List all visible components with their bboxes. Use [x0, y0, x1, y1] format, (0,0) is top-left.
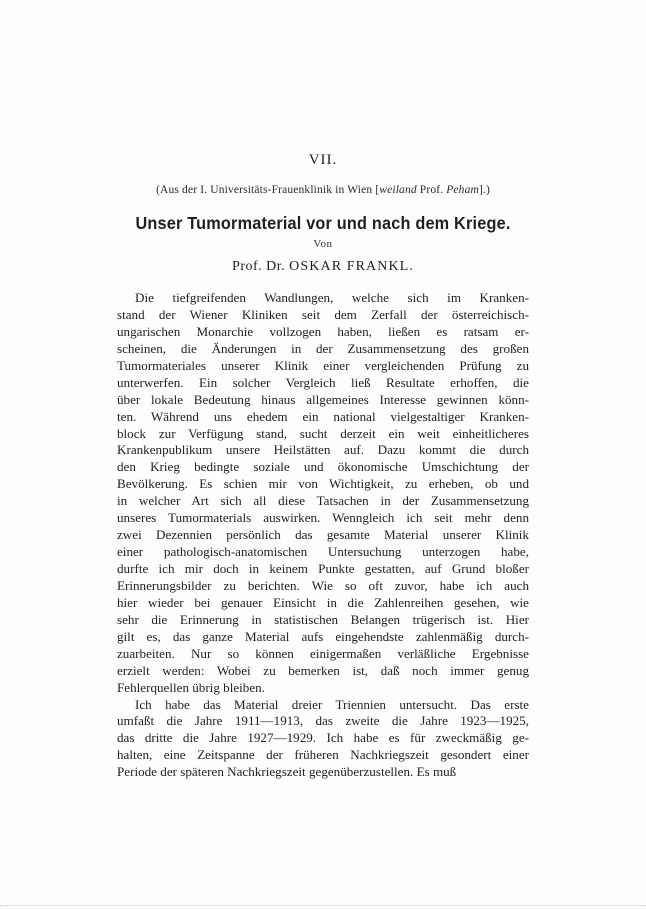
- text-line: erzielt werden: Wobei zu bemerken ist, daß noch immer genug: [117, 662, 529, 678]
- chapter-numeral: VII.: [308, 152, 338, 168]
- prof-label: Prof.: [416, 184, 447, 196]
- text-line: stand der Wiener Kliniken seit dem Zerfall der österreichisch-: [117, 306, 529, 322]
- by-line: Von: [313, 238, 333, 250]
- text-line: Periode der späteren Nachkriegszeit gegenüberzustellen. Es muß: [117, 764, 457, 780]
- text-line: in welcher Art sich all diese Tatsachen in der Zusammensetzung: [117, 493, 529, 509]
- text-line: einer pathologisch-anatomischen Untersuchung unterzogen habe,: [117, 544, 529, 560]
- author-name: OSKAR FRANKL.: [289, 259, 414, 274]
- institution-text: (Aus der I. Universitäts-Frauenklinik in Wien [: [156, 184, 380, 196]
- text-line: zuarbeiten. Nur so können einigermaßen verläßliche Ergebnisse: [117, 645, 529, 661]
- text-line: sehr die Erinnerung in statistischen Belangen trügerisch ist. Hier: [117, 611, 529, 627]
- text-line: Die tiefgreifenden Wandlungen, welche sich im Kranken-: [135, 290, 529, 305]
- text-line: unseres Tumormaterials auswirken. Wenngleich ich seit mehr denn: [117, 510, 529, 526]
- text-line: halten, eine Zeitspanne der früheren Nachkriegszeit gesondert einer: [117, 747, 529, 763]
- author-title: Prof. Dr.: [232, 259, 290, 274]
- text-line: zwei Dezennien persönlich das gesamte Material unserer Klinik: [117, 527, 529, 543]
- text-line: Ich habe das Material dreier Triennien untersucht. Das erste: [135, 696, 529, 712]
- text-line: unterwerfen. Ein solcher Vergleich ließ Resultate erhoffen, die: [117, 374, 529, 390]
- text-line: Krankenpublikum unsere Heilstätten auf. Dazu kommt die durch: [117, 442, 529, 458]
- text-line: durfte ich mir doch in keinem Punkte gestatten, auf Grund bloßer: [117, 561, 529, 576]
- weiland-label: weiland: [379, 184, 417, 196]
- text-line: über lokale Bedeutung hinaus allgemeines Interesse gewinnen könn-: [117, 391, 529, 407]
- text-line: ungarischen Monarchie vollzogen haben, ließen es ratsam er-: [117, 323, 529, 339]
- text-line: Bevölkerung. Es schien mir von Wichtigkeit, zu erheben, ob und: [117, 476, 529, 492]
- text-line: das dritte die Jahre 1927—1929. Ich habe es für zweckmäßig ge-: [117, 730, 529, 746]
- text-line: umfaßt die Jahre 1911—1913, das zweite die Jahre 1923—1925,: [117, 713, 529, 729]
- institution-line: [0, 184, 646, 196]
- body-paragraph: [117, 697, 529, 782]
- text-line: scheinen, die Änderungen in der Zusammensetzung des großen: [117, 340, 529, 356]
- text-line: Fehlerquellen übrig bleiben.: [117, 679, 265, 695]
- text-line: den Krieg bedingte soziale und ökonomische Umschichtung der: [117, 459, 529, 475]
- text-line: ten. Während uns ehedem ein national vielgestaltiger Kranken-: [117, 408, 529, 424]
- text-line: Tumormateriales unserer Klinik einer vergleichenden Prüfung zu: [117, 357, 529, 373]
- body-paragraph: [117, 290, 529, 697]
- author-line: [0, 259, 646, 275]
- page-edge: [0, 905, 646, 907]
- director-name: Peham: [446, 184, 479, 196]
- article-body: [117, 290, 529, 781]
- text-line: hier wieder bei genauer Einsicht in die Zahlenreihen gesehen, wie: [117, 594, 529, 610]
- text-line: Erinnerungsbilder zu berichten. Wie so oft zuvor, habe ich auch: [117, 577, 529, 593]
- text-line: block zur Verfügung stand, sucht derzeit ein weit einheitlicheres: [117, 425, 529, 441]
- text-line: gilt es, das ganze Material aufs eingehendste zahlenmäßig durch-: [117, 628, 529, 644]
- institution-close: ].): [478, 184, 490, 196]
- article-title: Unser Tumormaterial vor und nach dem Kriege.: [135, 213, 511, 233]
